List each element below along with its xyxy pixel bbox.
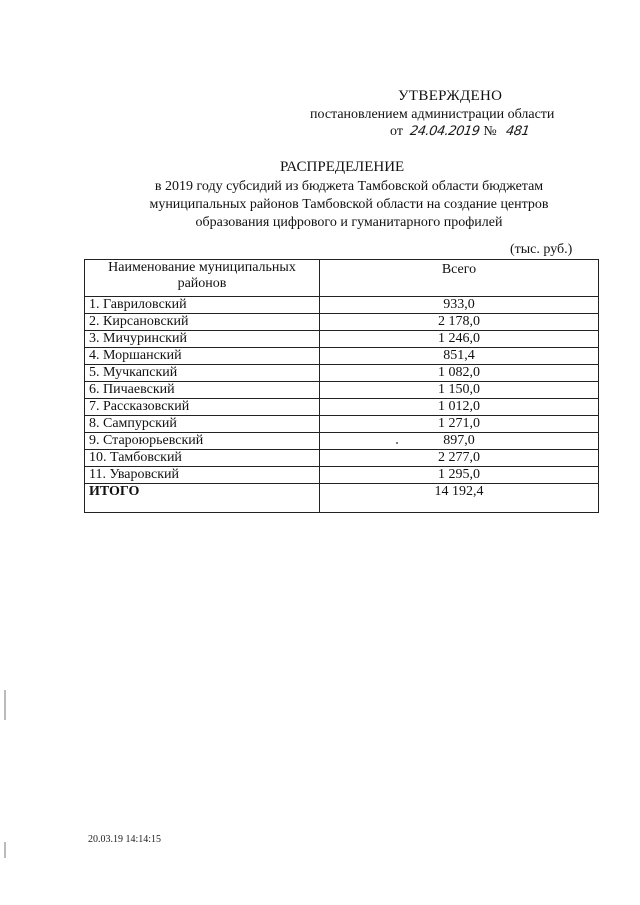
district-total: 1 246,0 — [320, 331, 599, 348]
district-name: 8. Сампурский — [85, 416, 320, 433]
table-row — [85, 450, 599, 467]
unit-label: (тыс. руб.) — [510, 242, 573, 257]
district-total: 933,0 — [320, 297, 599, 314]
table-row — [85, 416, 599, 433]
scan-margin-mark — [4, 690, 6, 720]
table-row — [85, 348, 599, 365]
district-total: 2 178,0 — [320, 314, 599, 331]
district-total: 1 082,0 — [320, 365, 599, 382]
total-label: ИТОГО — [85, 484, 320, 513]
district-name: 10. Тамбовский — [85, 450, 320, 467]
scan-margin-mark — [4, 842, 6, 858]
approved-label: УТВЕРЖДЕНО — [398, 88, 503, 104]
column-header-name: Наименование муниципальных районов — [85, 260, 320, 297]
district-name: 2. Кирсановский — [85, 314, 320, 331]
table-row — [85, 399, 599, 416]
district-name: 11. Уваровский — [85, 467, 320, 484]
handwritten-date: 24.04.2019 — [409, 124, 481, 139]
table-header-row — [85, 260, 599, 297]
district-name: 5. Мучкапский — [85, 365, 320, 382]
date-prefix: от — [390, 124, 403, 139]
district-name: 4. Моршанский — [85, 348, 320, 365]
document-subtitle: в 2019 году субсидий из бюджета Тамбовской области бюджетам муниципальных районов Тамбовской области на создание центров образования цифрового и гуманитарного профилей — [149, 179, 549, 230]
print-timestamp: 20.03.19 14:14:15 — [88, 834, 162, 845]
district-name: 1. Гавриловский — [85, 297, 320, 314]
table-row — [85, 467, 599, 484]
table-row — [85, 314, 599, 331]
district-total: 1 271,0 — [320, 416, 599, 433]
district-total: 1 150,0 — [320, 382, 599, 399]
district-total: 1 295,0 — [320, 467, 599, 484]
table-row — [85, 297, 599, 314]
table-row — [85, 331, 599, 348]
date-line — [390, 124, 530, 140]
district-total: 1 012,0 — [320, 399, 599, 416]
handwritten-number: 481 — [505, 124, 531, 139]
total-value: 14 192,4 — [320, 484, 599, 513]
document-title: РАСПРЕДЕЛЕНИЕ — [280, 159, 405, 175]
table-row — [85, 365, 599, 382]
district-total: 2 277,0 — [320, 450, 599, 467]
district-name: 3. Мичуринский — [85, 331, 320, 348]
district-total: 851,4 — [320, 348, 599, 365]
number-sign: № — [483, 124, 497, 139]
district-name: 7. Рассказовский — [85, 399, 320, 416]
district-name: 9. Староюрьевский — [85, 433, 320, 450]
resolution-line: постановлением администрации области — [310, 107, 555, 122]
column-header-total: Всего — [320, 260, 599, 297]
district-name: 6. Пичаевский — [85, 382, 320, 399]
district-total: 897,0 — [320, 433, 599, 450]
table-row — [85, 433, 599, 450]
table-total-row — [85, 484, 599, 513]
table-row — [85, 382, 599, 399]
scan-speck — [396, 442, 398, 444]
distribution-table — [84, 259, 599, 513]
